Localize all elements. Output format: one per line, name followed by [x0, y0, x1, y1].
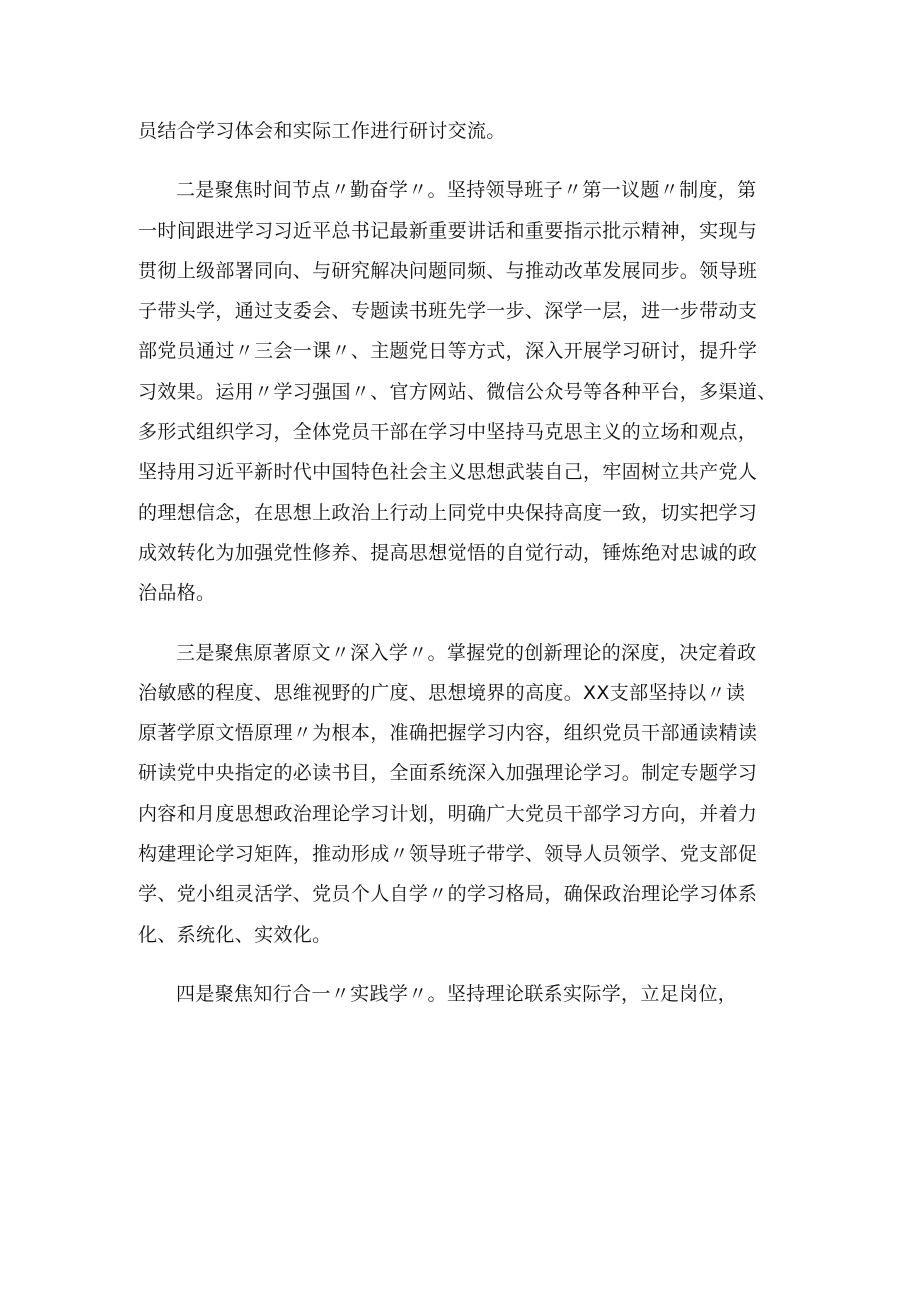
text-line: 治品格。 [138, 582, 216, 605]
paragraph-in-depth-study [138, 633, 790, 955]
text-line: 多形式组织学习，全体党员干部在学习中坚持马克思主义的立场和观点， [138, 421, 758, 444]
text-line: 成效转化为加强党性修养、提高思想觉悟的自觉行动，锤炼绝对忠诚的政 [138, 541, 758, 564]
text-line: 坚持用习近平新时代中国特色社会主义思想武装自己，牢固树立共产党人 [138, 461, 758, 484]
text-line: 治敏感的程度、思维视野的广度、思想境界的高度。XX支部坚持以〃读 [138, 681, 746, 704]
paragraph-practice-study [138, 974, 790, 1014]
text-line: 化、系统化、实效化。 [138, 923, 332, 946]
document-body [138, 111, 790, 1014]
text-line: 内容和月度思想政治理论学习计划，明确广大党员干部学习方向，并着力 [138, 802, 758, 825]
text-line: 学、党小组灵活学、党员个人自学〃的学习格局，确保政治理论学习体系 [138, 883, 758, 906]
text-line: 贯彻上级部署同向、与研究解决问题同频、与推动改革发展同步。领导班 [138, 259, 758, 282]
paragraph-diligent-study [138, 170, 790, 613]
text-line: 习效果。运用〃学习强国〃、官方网站、微信公众号等各种平台，多渠道、 [138, 380, 777, 403]
text-line: 员结合学习体会和实际工作进行研讨交流。 [138, 120, 506, 142]
text-line: 四是聚焦知行合一〃实践学〃。坚持理论联系实际学，立足岗位， [176, 982, 738, 1005]
text-line: 部党员通过〃三会一课〃、主题党日等方式，深入开展学习研讨，提升学 [138, 340, 758, 363]
text-line: 三是聚焦原著原文〃深入学〃。掌握党的创新理论的深度，决定着政 [176, 641, 757, 664]
text-line: 研读党中央指定的必读书目，全面系统深入加强理论学习。制定专题学习 [138, 762, 758, 785]
paragraph-continuation [138, 111, 790, 151]
text-line: 构建理论学习矩阵，推动形成〃领导班子带学、领导人员领学、党支部促 [138, 843, 758, 866]
text-line: 二是聚焦时间节点〃勤奋学〃。坚持领导班子〃第一议题〃制度，第 [176, 179, 757, 202]
text-line: 一时间跟进学习习近平总书记最新重要讲话和重要指示批示精神，实现与 [138, 219, 758, 242]
text-line: 的理想信念，在思想上政治上行动上同党中央保持高度一致，切实把学习 [138, 501, 758, 524]
text-line: 原著学原文悟原理〃为根本，准确把握学习内容，组织党员干部通读精读 [138, 722, 758, 745]
text-line: 子带头学，通过支委会、专题读书班先学一步、深学一层，进一步带动支 [138, 300, 758, 323]
